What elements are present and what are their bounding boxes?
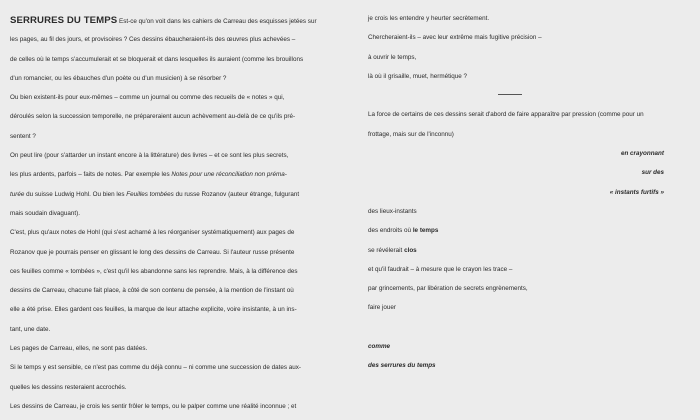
text-line: déroulés selon la succession temporelle, ne prépareraient aucun achèvement au-delà de ce qu'ils pré- <box>10 113 296 121</box>
emphasis: le temps <box>412 227 439 235</box>
text-span: du suisse Ludwig Hohl. Ou bien les <box>26 190 125 198</box>
left-column <box>10 11 317 416</box>
text-line-emphasis: des serrures du temps <box>368 362 436 370</box>
text-line: d'un romancier, ou les ébauches d'un poète ou d'un musicien) à se résorber ? <box>10 74 227 82</box>
book-title: Notes pour une réconciliation non préma- <box>171 171 287 179</box>
text-line: quelles les dessins resteraient accrochés. <box>10 383 127 391</box>
text-line <box>10 165 308 184</box>
emphasis: clos <box>404 246 417 254</box>
text-line: Rozanov que je pourrais penser en glissant le long des dessins de Carreau. Si l'auteur russe présente <box>10 248 295 256</box>
text-line <box>368 241 664 260</box>
text-line: La force de certains de ces dessins serait d'abord de faire apparaître par pression (comme pour un <box>368 111 644 119</box>
text-line: elle a été prise. Elles gardent ces feuilles, la marque de leur attache explicite, voire insistante, à un ins- <box>10 306 297 314</box>
text-line: frottage, mais sur de l'inconnu) <box>368 130 454 138</box>
text-line: Ou bien existent-ils pour eux-mêmes – comme un journal ou comme des recueils de « notes » qui, <box>10 94 285 102</box>
text-line <box>368 221 664 240</box>
text-span: Est-ce qu'on voit dans les cahiers de Carreau des esquisses jetées sur <box>119 18 317 25</box>
text-line-emphasis: en crayonnant <box>620 150 664 158</box>
text-line: et qu'il faudrait – à mesure que le crayon les trace – <box>368 265 513 273</box>
text-line: On peut lire (pour s'attarder un instant encore à la littérature) des livres – et ce sont les plus secrets, <box>10 152 289 160</box>
spacer <box>368 318 664 337</box>
spacer <box>368 86 664 105</box>
right-column <box>368 9 664 376</box>
text-span: du russe Rozanov (auteur étrange, fulgurant <box>175 190 300 198</box>
text-line: sentent ? <box>10 132 36 140</box>
text-line: mais soudain divaguant). <box>10 209 81 217</box>
text-line: des lieux-instants <box>368 207 417 215</box>
text-line-emphasis: comme <box>368 343 391 351</box>
text-line: Les dessins de Carreau, je crois les sentir frôler le temps, ou le palper comme une réalité inconnue ; et <box>10 402 297 410</box>
text-line: Chercheraient-ils – avec leur extrême mais fugitive précision – <box>368 34 542 42</box>
text-line <box>10 11 317 30</box>
text-span: se révélerait <box>368 246 403 254</box>
book-title: turée <box>10 190 25 198</box>
text-line: par grincements, par libération de secrets engrènements, <box>368 285 528 293</box>
book-title: Feuilles tombées <box>126 190 174 198</box>
text-line: dessins de Carreau, chacune fait place, à côté de son contenu de pensée, à la mention de l'instant où <box>10 287 294 295</box>
text-line: là où il grisaille, muet, hermétique ? <box>368 72 468 80</box>
text-span: des endroits où <box>368 227 412 235</box>
text-line: C'est, plus qu'aux notes de Hohl (qui s'est acharné à les réorganiser systématiquement) aux pages de <box>10 229 295 237</box>
text-line-emphasis: « instants furtifs » <box>609 188 664 196</box>
text-line <box>10 185 308 204</box>
text-line: Les pages de Carreau, elles, ne sont pas datées. <box>10 345 148 353</box>
heading-title: SERRURES DU TEMPS <box>10 15 118 26</box>
text-line-emphasis: sur des <box>641 169 664 177</box>
text-line: les pages, au fil des jours, et provisoires ? Ces dessins ébaucheraient-ils des œuvres plus achevées – <box>10 36 296 44</box>
text-span: les plus ardents, parfois – faits de notes. Par exemple les <box>10 171 170 179</box>
text-line: de celles où le temps s'accumulerait et se bloquerait et dans lesquelles ils auraient (comme les brouillons <box>10 55 304 63</box>
text-line: Si le temps y est sensible, ce n'est pas comme du déjà connu – ni comme une succession de dates aux- <box>10 364 302 372</box>
text-line: ces feuilles comme « tombées », c'est qu'il les abandonne sans les reprendre. Mais, à la différence des <box>10 267 298 275</box>
text-line: tant, une date. <box>10 325 51 333</box>
text-line: je crois les entendre y heurter secrètement. <box>368 15 490 22</box>
text-line: faire jouer <box>368 304 397 312</box>
text-line: à ouvrir le temps, <box>368 53 417 61</box>
